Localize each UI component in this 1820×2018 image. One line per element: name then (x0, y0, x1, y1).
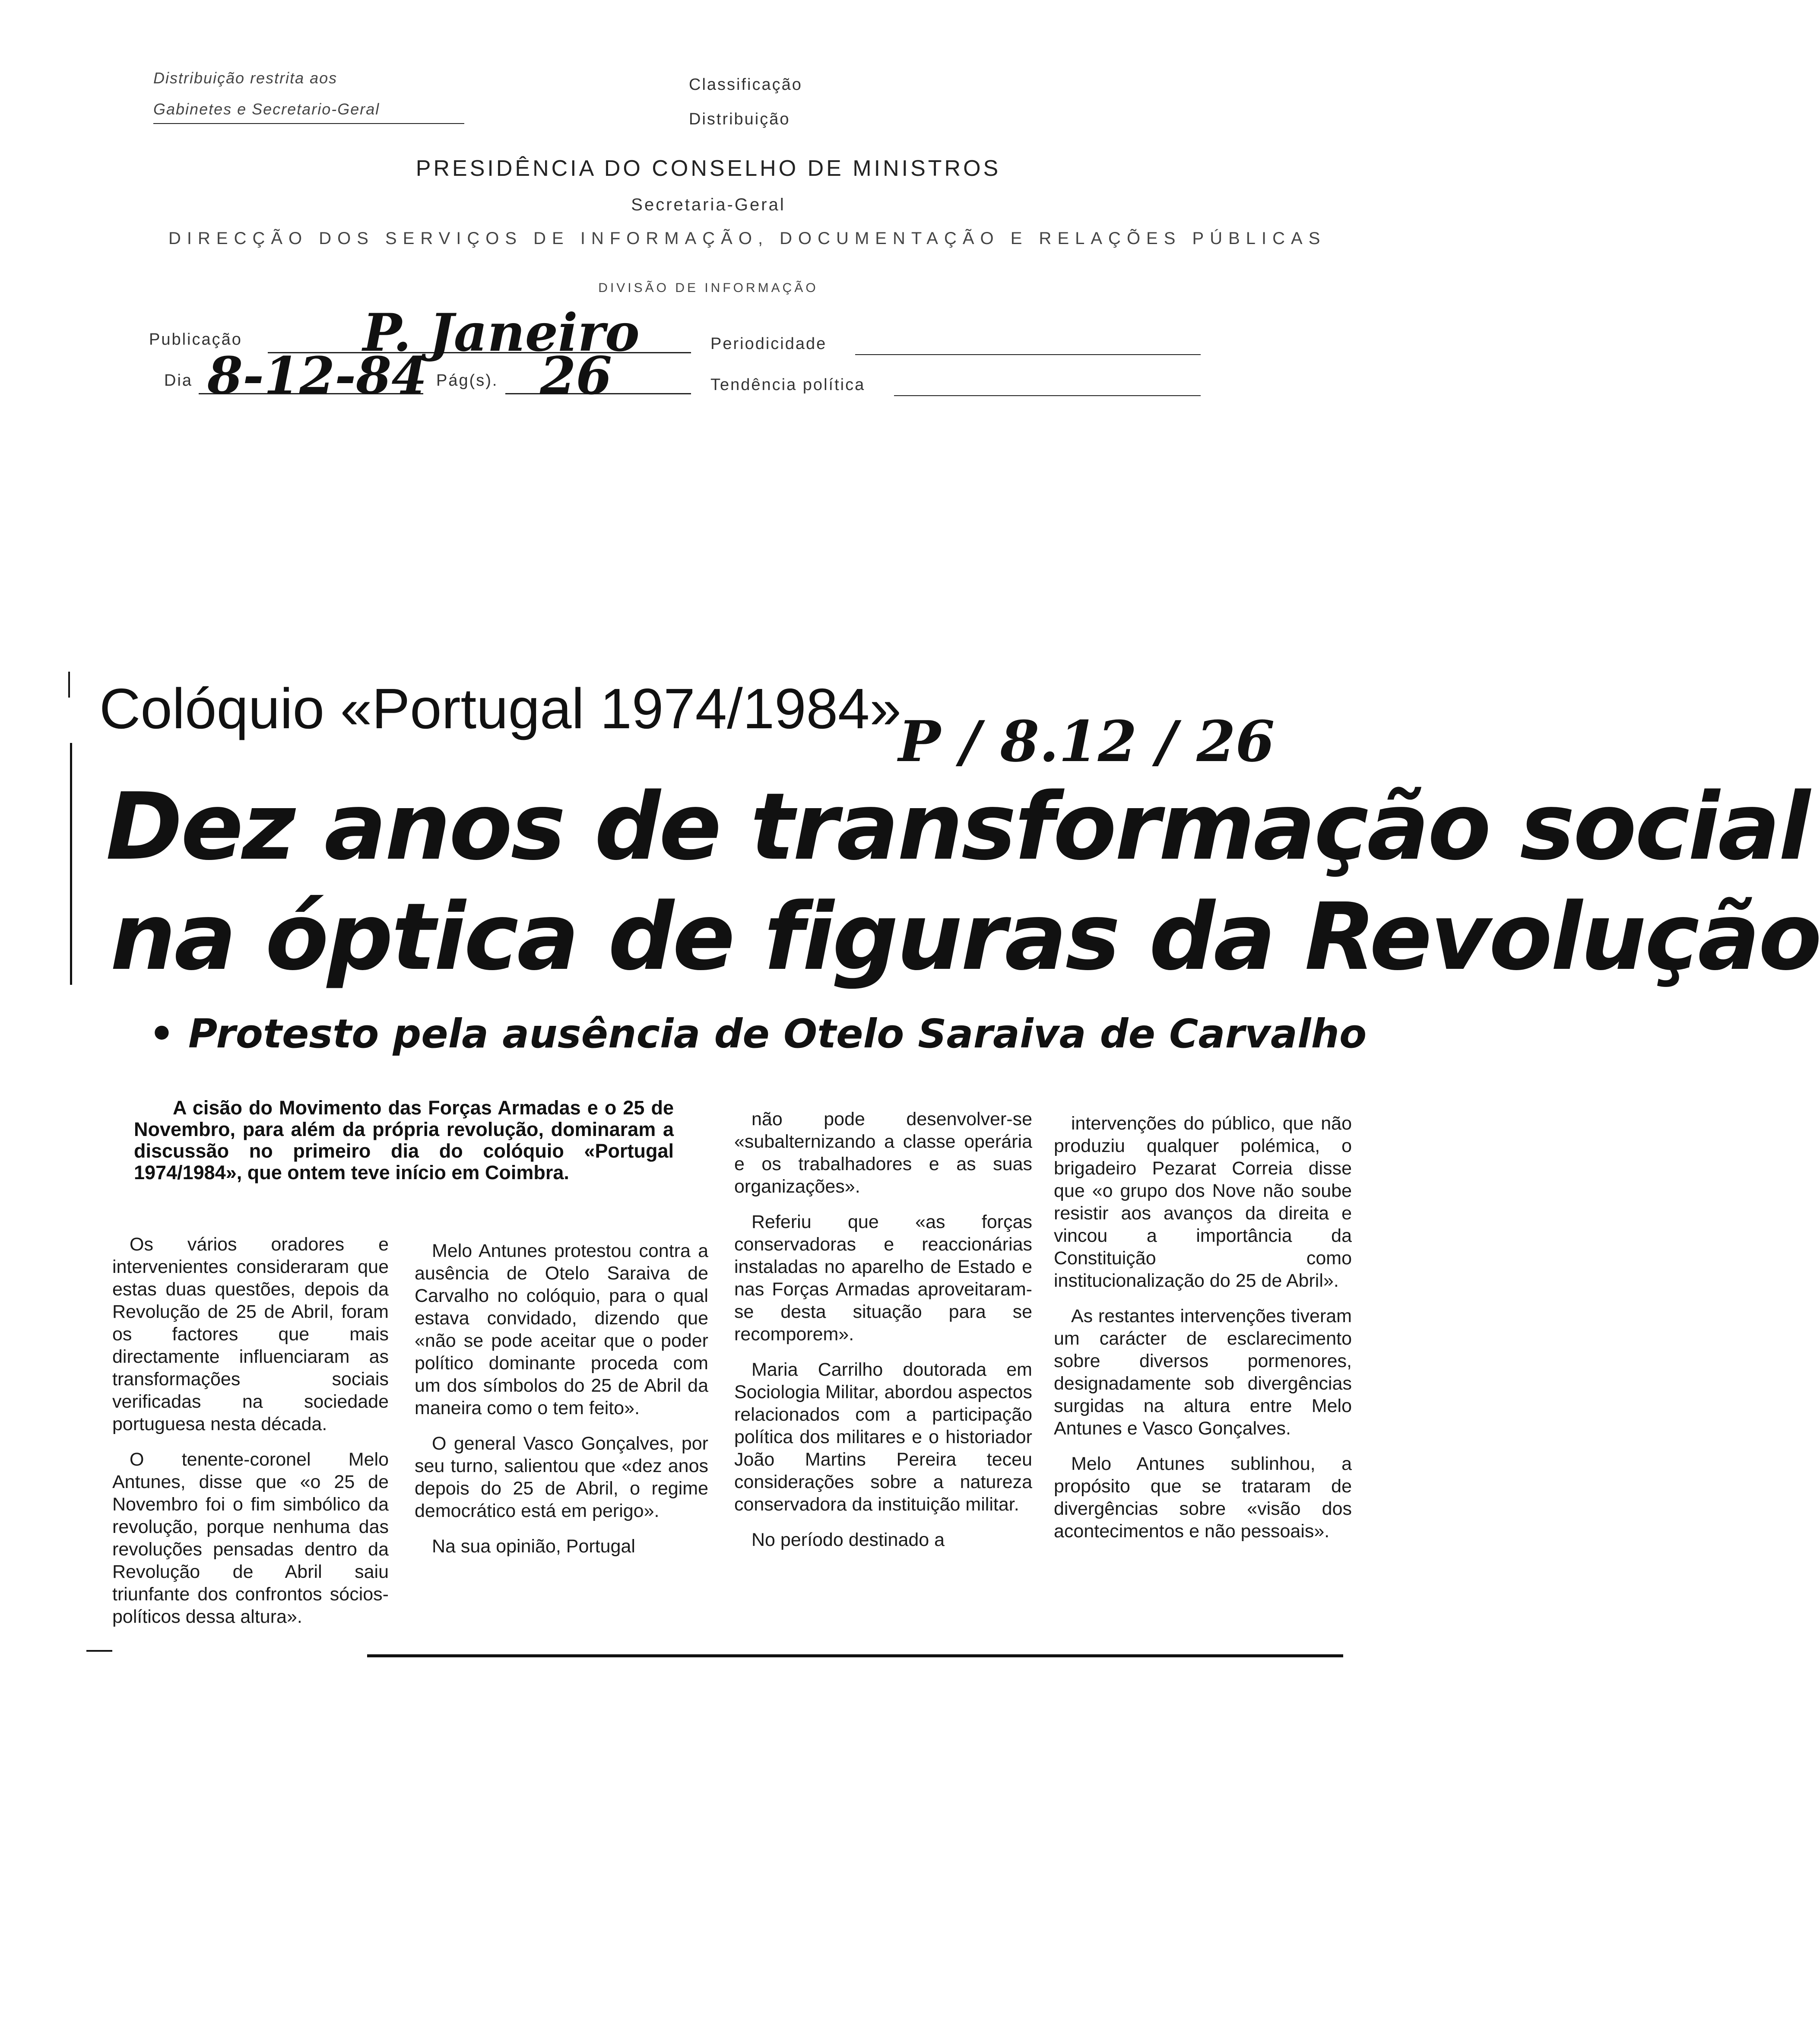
restricted-line-2: Gabinetes e Secretario-Geral (153, 100, 380, 118)
periodicity-label: Periodicidade (710, 335, 827, 353)
bottom-short-rule (86, 1650, 112, 1652)
column-3-paragraph: Referiu que «as forças conservadoras e reaccionárias instaladas no aparelho de Estado e nas Forças Armadas aproveitaram-se desta situação para se recomporem». (734, 1212, 1032, 1345)
column-4-paragraph: As restantes intervenções tiveram um carácter de esclarecimento sobre diversos pormenores, designadamente sob divergências surgidas na altura entre Melo Antunes e Vasco Gonçalves. (1054, 1306, 1352, 1439)
pages-label: Pág(s). (436, 371, 498, 390)
ministry-heading: PRESIDÊNCIA DO CONSELHO DE MINISTROS (415, 156, 1001, 181)
column-4-paragraph: Melo Antunes sublinhou, a propósito que se trataram de divergências sobre «visão dos acontecimentos e não pessoais». (1054, 1453, 1352, 1542)
column-1-paragraph: Os vários oradores e intervenientes consideraram que estas duas questões, depois da Revolução de 25 de Abril, foram os factores que mais directamente influenciaram as transformações sociais verificadas na sociedade portuguesa nesta década. (112, 1234, 389, 1434)
article-subtitle: • Protesto pela ausência de Otelo Saraiva de Carvalho (149, 1011, 1367, 1057)
classification-label: Classificação (689, 76, 802, 94)
publication-handwritten: P. Janeiro (363, 302, 640, 363)
publication-label: Publicação (149, 330, 242, 349)
headline-line-1: Dez anos de transformação social (106, 773, 1809, 881)
column-2-paragraph: Na sua opinião, Portugal (432, 1536, 635, 1557)
column-3-paragraph: não pode desenvolver-se «subalternizando a classe operária e os trabalhadores e as suas organizações». (734, 1109, 1032, 1197)
article-kicker: Colóquio «Portugal 1974/1984» (99, 677, 901, 740)
division-heading: DIVISÃO DE INFORMAÇÃO (598, 281, 818, 295)
directorate-heading: DIRECÇÃO DOS SERVIÇOS DE INFORMAÇÃO, DOCUMENTAÇÃO E RELAÇÕES PÚBLICAS (168, 229, 1326, 248)
margin-mark (68, 672, 70, 698)
tendency-underline (894, 395, 1201, 396)
column-2-paragraph: O general Vasco Gonçalves, por seu turno, salientou que «dez anos depois do 25 de Abril, o regime democrático está em perigo». (415, 1433, 708, 1521)
distribution-label: Distribuição (689, 110, 790, 128)
column-3-paragraph: No período destinado a (751, 1529, 945, 1550)
pages-handwritten: 26 (540, 346, 612, 406)
bottom-rule (367, 1654, 1343, 1657)
column-2 (415, 1240, 708, 1571)
column-3-paragraph: Maria Carrilho doutorada em Sociologia Militar, abordou aspectos relacionados com a participação política dos militares e o historiador João Martins Pereira teceu considerações sobre a natureza conservadora da instituição militar. (734, 1359, 1032, 1515)
margin-rule (70, 743, 72, 985)
column-1 (112, 1233, 389, 1641)
column-4-paragraph: intervenções do público, que não produziu qualquer polémica, o brigadeiro Pezarat Correia disse que «o grupo dos Nove não soube resistir aos avanços da direita e vincou a importância da Constituição como institucionalização do 25 de Abril». (1054, 1113, 1352, 1291)
column-3 (734, 1108, 1032, 1564)
periodicity-underline (855, 354, 1201, 355)
column-2-paragraph: Melo Antunes protestou contra a ausência de Otelo Saraiva de Carvalho no colóquio, para o qual estava convidado, dizendo que «não se pode aceitar que o poder político dominante proceda com um dos símbolos do 25 de Abril da maneira como o tem feito». (415, 1241, 708, 1418)
handwritten-annotation: P / 8.12 / 26 (898, 708, 1275, 774)
headline-line-2: na óptica de figuras da Revolução (110, 883, 1820, 991)
tendency-label: Tendência política (710, 376, 866, 394)
day-label: Dia (164, 371, 193, 390)
day-handwritten: 8-12-84 (207, 346, 427, 406)
column-1-paragraph: O tenente-coronel Melo Antunes, disse que «o 25 de Novembro foi o fim simbólico da revolução, porque nenhuma das revoluções pensadas dentro da Revolução de Abril saiu triunfante dos confrontos sócios-políticos dessa altura». (112, 1449, 389, 1627)
secretariat-heading: Secretaria-Geral (631, 195, 786, 214)
article-lead: A cisão do Movimento das Forças Armadas e o 25 de Novembro, para além da própria revolução, dominaram a discussão no primeiro dia do colóquio «Portugal 1974/1984», que ontem teve início em Coimbra. (134, 1097, 674, 1184)
restricted-line-1: Distribuição restrita aos (153, 69, 338, 87)
column-4 (1054, 1112, 1352, 1555)
restricted-underline (153, 123, 464, 124)
